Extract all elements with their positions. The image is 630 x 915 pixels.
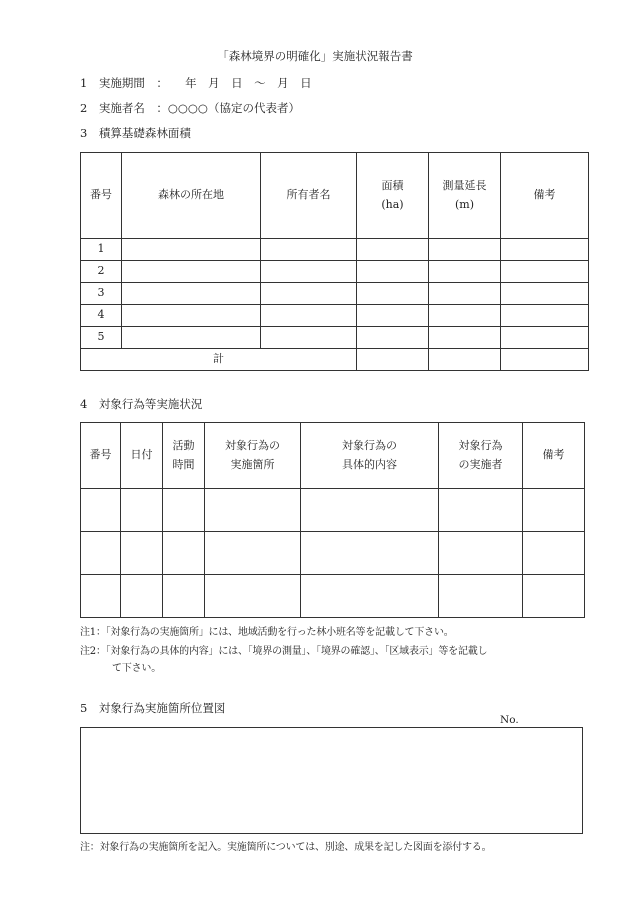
note-2-continued: て下さい。 bbox=[112, 663, 161, 674]
item-value: ： 年 月 日 〜 月 日 bbox=[156, 76, 312, 90]
item-value: ：○○○○（協定の代表者） bbox=[156, 101, 300, 115]
section-5-heading: 5 対象行為実施箇所位置図 bbox=[80, 701, 226, 715]
item-number: 1 bbox=[80, 76, 88, 90]
table-total-row bbox=[81, 349, 589, 371]
header-activity-time: 活動 時間 bbox=[163, 423, 205, 489]
header-target-implementer: 対象行為 の実施者 bbox=[439, 423, 523, 489]
header-target-location: 対象行為の 実施箇所 bbox=[205, 423, 301, 489]
table-row: 1 bbox=[81, 239, 589, 261]
item-number: 3 bbox=[80, 126, 88, 140]
header-number: 番号 bbox=[81, 153, 122, 239]
header-remarks: 備考 bbox=[523, 423, 585, 489]
section-4-heading: 4 対象行為等実施状況 bbox=[80, 397, 203, 411]
header-owner: 所有者名 bbox=[261, 153, 357, 239]
item-period bbox=[80, 75, 312, 91]
item-label: 積算基礎森林面積 bbox=[98, 126, 191, 140]
table-row: 5 bbox=[81, 327, 589, 349]
item-number: 2 bbox=[80, 101, 88, 115]
header-area: 面積 (ha) bbox=[357, 153, 429, 239]
table-header-row bbox=[81, 423, 585, 489]
table-row bbox=[81, 532, 585, 575]
number-label: No. bbox=[500, 714, 519, 726]
table-header-row bbox=[81, 153, 589, 239]
item-label: 実施者名 bbox=[98, 101, 145, 115]
header-number: 番号 bbox=[81, 423, 121, 489]
table-row: 3 bbox=[81, 283, 589, 305]
item-area bbox=[80, 125, 191, 141]
note-1: 注1：「対象行為の実施箇所」には、地域活動を行った林小班名等を記載して下さい。 bbox=[80, 627, 454, 638]
header-target-content: 対象行為の 具体的内容 bbox=[301, 423, 439, 489]
item-label: 実施期間 bbox=[98, 76, 145, 90]
total-label: 計 bbox=[81, 349, 357, 371]
header-remarks: 備考 bbox=[501, 153, 589, 239]
footer-note: 注：対象行為の実施箇所を記入。実施箇所については、別途、成果を記した図面を添付する。 bbox=[80, 842, 492, 853]
header-survey-length: 測量延長 (m) bbox=[429, 153, 501, 239]
table-row: 2 bbox=[81, 261, 589, 283]
item-implementer bbox=[80, 100, 300, 116]
forest-area-table bbox=[80, 152, 589, 371]
table-row bbox=[81, 575, 585, 618]
activity-status-table bbox=[80, 422, 585, 618]
document-title: 「森林境界の明確化」実施状況報告書 bbox=[217, 49, 413, 63]
location-map-box bbox=[80, 727, 583, 834]
table-row bbox=[81, 489, 585, 532]
note-2: 注2：「対象行為の具体的内容」には、「境界の測量」、「境界の確認」、「区域表示」等を記載し bbox=[80, 646, 488, 657]
header-location: 森林の所在地 bbox=[122, 153, 261, 239]
table-row: 4 bbox=[81, 305, 589, 327]
header-date: 日付 bbox=[121, 423, 163, 489]
